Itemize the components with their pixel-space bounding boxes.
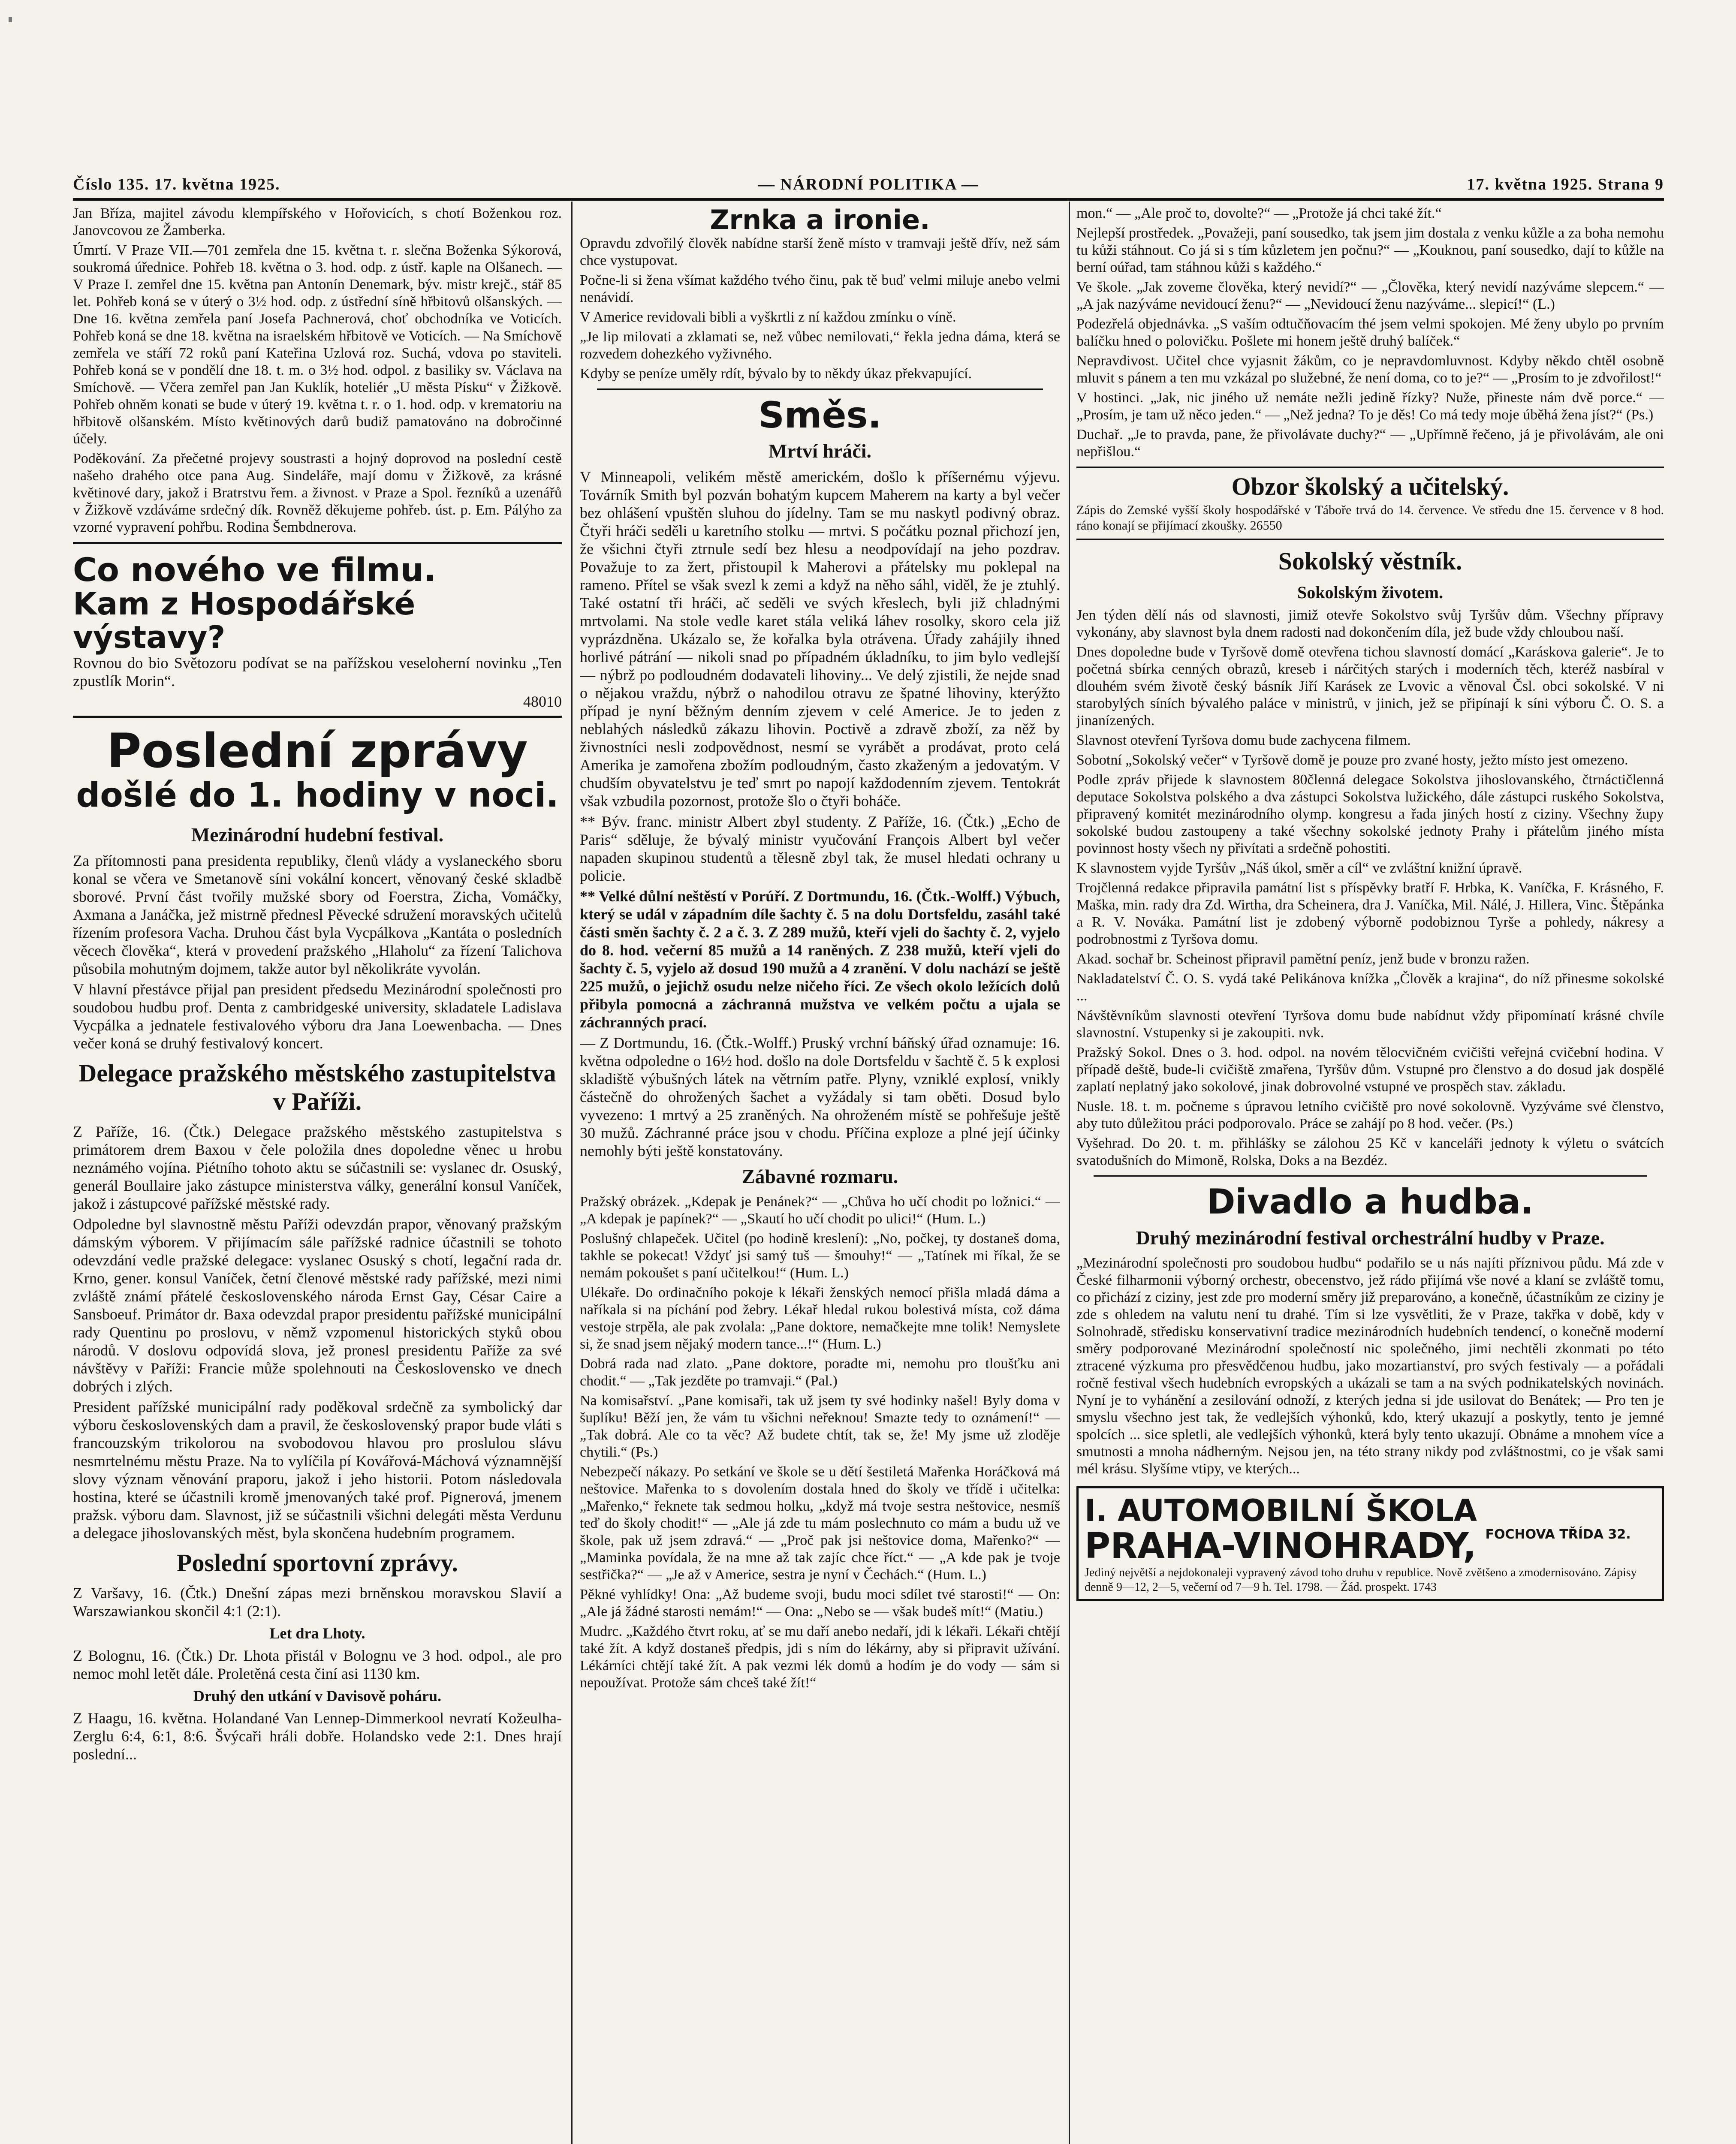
- theatre-subheading: Druhý mezinárodní festival orchestrální hudby v Praze.: [1136, 1227, 1605, 1249]
- article-paragraph: Z Bolognu, 16. (Čtk.) Dr. Lhota přistál v Bolognu ve 3 hod. odpol., ale pro nemoc mohl letět dále. Proletěná cesta činí asi 1130 km.: [73, 1647, 562, 1682]
- article-paragraph: Nebezpečí nákazy. Po setkání ve škole se u dětí šestiletá Mařenka Horáčková má neštovice. Mařenka to s dovolením dostala hned do školy ve třídě i učitelka: „Mařenko,“ řeknete tak sedmou holku, „když má tvoje sestra neštovice, nesmíš teď do školy chodit!“ — „Ale já zde tu mám poslechnuto co mám a budu už ve škole, pak už jsem zdravá.“ — „Proč pak jsi neštovice doma, Mařenko?“ — „Maminka povídala, že na mne až tak zajíc chce říct.“ — „A kde pak je tvoje sestřička?“ — „Je až v Americe, sestra je nyní v Čechách.“ (Hum. L.): [580, 1464, 1060, 1583]
- ad-number: 48010: [523, 693, 562, 710]
- column-3: [1076, 205, 1664, 2144]
- subheading: Druhý den utkání v Davisově poháru.: [193, 1687, 442, 1704]
- masthead-title: — NÁRODNÍ POLITIKA —: [758, 175, 979, 193]
- article-paragraph: Počne-li si žena všímat každého tvého činu, pak tě buď velmi miluje anebo velmi nenávidí.: [580, 272, 1060, 305]
- article-paragraph: Ve škole. „Jak zoveme člověka, který nevidí?“ — „Člověka, který nevidí nazýváme slepcem.“ — „A jak nazýváme nevidoucí ženu?“ — „Nevidoucí ženu nazýváme... slepicí!“ (L.): [1076, 279, 1664, 312]
- film-subheading: Kam z Hospodářské výstavy?: [73, 586, 416, 655]
- article-paragraph: Trojčlenná redakce připravila památní list s příspěvky bratří F. Hrbka, K. Vaníčka, F. Krásného, F. Maška, min. rady dra Zd. Wirtha, dra Scheinera, dra J. Vaníčka, Mil. Nálé, J. Hillera, Vinc. Štěpánka a R. V. Nováka. Památní list je zdobený výborně podobiznou Tyrše a pohledy, nákresy a podrobnostmi z Tyršova domu.: [1076, 880, 1664, 947]
- page-header: [73, 175, 1664, 201]
- article-paragraph: Pěkné vyhlídky! Ona: „Až budeme svoji, budu moci sdílet tvé starosti!“ — On: „Ale já žádné starosti nemám!“ — Ona: „Nebo se — však budeš mít!“ (Matiu.): [580, 1587, 1060, 1620]
- article-paragraph: Sobotní „Sokolský večer“ v Tyršově domě je pouze pro zvané hosty, ježto místo jest omezeno.: [1076, 752, 1628, 768]
- article-paragraph: — Z Dortmundu, 16. (Čtk.-Wolff.) Pruský vrchní báňský úřad oznamuje: 16. května odpoledne o 16½ hod. došlo na dole Dortsfeldu v šachtě č. 5 k explosi skladiště výbušných látek na větrním patře. Plyny, vzniklé explosí, vnikly částečně do ohrožených šachet a vyžádaly si tam oběti. Dosud bylo vyvezeno: 1 mrtvý a 25 zraněných. Na ohroženém místě se pohřešuje ještě 30 mužů. Záchranné práce jsou v chodu. Příčina exploze a plné její účinky nemohly býti ještě konstatovány.: [580, 1034, 1060, 1159]
- column-1: [73, 205, 562, 2144]
- article-paragraph: Pražský obrázek. „Kdepak je Penánek?“ — „Chůva ho učí chodit po ložnici.“ — „A kdepak je papínek?“ — „Skautí ho učí chodit po ulici!“ (Hum. L.): [580, 1194, 1060, 1227]
- article-paragraph: Opravdu zdvořilý člověk nabídne starší ženě místo v tramvaji ještě dřív, než sám chce vystupovat.: [580, 235, 1060, 268]
- obituaries-section: [73, 205, 562, 536]
- article-paragraph: Na komisařství. „Pane komisaři, tak už jsem ty své hodinky našel! Byly doma v šuplíku! Běží jen, že vám tu všichni neřeknou! Smazte tedy to oznámení!“ — „Tak dobrá. Ale co ta věc? Až budete chtít, tak se, že! My jsme už zloděje chytili.“ (Ps.): [580, 1393, 1060, 1460]
- sokol-subheading: Sokolským životem.: [1297, 583, 1443, 602]
- article-paragraph: Duchař. „Je to pravda, pane, že přivolávate duchy?“ — „Upřímně řečeno, já je přivolávám, ale oni nepřišlou.“: [1076, 427, 1664, 460]
- article-paragraph: ** Býv. franc. ministr Albert zbyl studenty. Z Paříže, 16. (Čtk.) „Echo de Paris“ sděluje, že bývalý ministr vyučování François Albert byl večer napaden skupinou studentů a tělesně zbyl tak, že musel hledati ochrany u policie.: [580, 813, 1060, 884]
- article-paragraph: Z Varšavy, 16. (Čtk.) Dnešní zápas mezi brněnskou moravskou Slavií a Warszawiankou skončil 4:1 (2:1).: [73, 1584, 562, 1620]
- article-paragraph: Z Haagu, 16. května. Holandané Van Lennep-Dimmerkool nevratí Kožeulha-Zerglu 6:4, 6:1, 8:6. Švýcaři hráli dobře. Holandsko vede 2:1. Dnes hrají poslední...: [73, 1710, 562, 1763]
- article-paragraph: Poděkování. Za přečetné projevy soustrasti a hojný doprovod na poslední cestě našeho drahého otce pana Aug. Sindeláře, mají domu v Žižkově, za krásné květinové dary, jakož i Bratrstvu řem. a živnost. v Praze a Spol. řezníků a uzenářů v Žižkově vzdáváme srdečný dík. Rovněž děkujeme pohřeb. úst. p. Em. Pálýho za vzorné vypravení pohřbu. Rodina Šembdnerova.: [73, 451, 562, 535]
- irony-heading: Zrnka a ironie.: [710, 205, 930, 235]
- article-paragraph: Jan Bříza, majitel závodu klempířského v Hořovicích, s chotí Boženkou roz. Janovcovou ze Žamberka.: [73, 205, 562, 238]
- article-paragraph: Vyšehrad. Do 20. t. m. přihlášky se zálohou 25 Kč v kanceláři jednoty k výletu o svátcích svatodušních do Mimoně, Rolska, Doks a na Bezdéz.: [1076, 1135, 1664, 1168]
- film-text: Rovnou do bio Světozoru podívat se na pařížskou veseloherní novinku „Ten zpustlík Morin“.: [73, 654, 562, 690]
- article-paragraph: Mudrc. „Každého čtvrt roku, ať se mu daří anebo nedaří, jdi k lékaři. Lékaři chtějí také žít. A když dostaneš předpis, jdi s ním do lékárny, aby si připravit užívání. Lékárníci chtějí také žít. A pak vezmi lék domů a hodím je do vody — sám si nepoužívat. Protože sám chceš také žít!“: [580, 1623, 1060, 1691]
- article-paragraph: Nepravdivost. Učitel chce vyjasnit žákům, co je nepravdomluvnost. Kdyby někdo chtěl osobně mluvit s pánem a ten mu vzkázal po služebné, že není doma, co to je?“ — „Prosím to je zdvořilost!“: [1076, 353, 1664, 386]
- article-paragraph: Jen týden dělí nás od slavnosti, jimiž otevře Sokolstvo svůj Tyršův dům. Všechny přípravy vykonány, aby slavnost byla dnem radosti nad dokončením díla, jež bude vždy chloubou naší.: [1076, 607, 1664, 640]
- article-paragraph: ** Velké důlní neštěstí v Porúří. Z Dortmundu, 16. (Čtk.-Wolff.) Výbuch, který se udál v západním díle šachty č. 5 na dolu Dortsfeldu, zasáhl také části směn šachty č. 2 a č. 3. Z 289 mužů, kteří vjeli do šachty č. 2, vyjelo do 8. hod. večerní 85 mužů a 14 raněných. Z 238 mužů, kteří vjeli do šachty č. 5, vyjelo až dosud 190 mužů a 4 zranění. V dolu nachází se ještě 225 mužů, o jejichž osudu nelze ničeho říci. Ze všech okolo ležících dolů přibyla pomocná a záchranná mužstva ve velkém počtu a ujala se záchranných prací.: [580, 888, 1060, 1031]
- article-paragraph: K slavnostem vyjde Tyršův „Náš úkol, směr a cíl“ ve zvláštní knižní úpravě.: [1076, 860, 1522, 876]
- humor-heading: Zábavné rozmaru.: [741, 1165, 898, 1187]
- column-rule: [571, 202, 573, 2144]
- film-heading: Co nového ve filmu.: [73, 551, 436, 589]
- page-number: 17. května 1925. Strana 9: [1467, 175, 1664, 193]
- article-paragraph: V Minneapoli, velikém městě americkém, došlo k příšernému výjevu. Továrník Smith byl pozván bohatým kupcem Maherem na karty a byl večer bez ohlášení vpuštěn sluhou do jídelny. Tam se mu naskytl podivný obraz. Čtyři hráči seděli u karetního stolku — mrtvi. S počátku poznal přichozí jen, že všichni čtyři ztrnule sedí bez hlesu a neodpovídají na jeho pozdrav. Považuje to za žert, přistoupil k Maherovi a přátelsky mu poklepal na rameno. Přítel se však svezl k zemi a když na něho sáhl, viděl, že je ztuhlý. Také ostatní tři hráči, ač seděli ve svých křeslech, byli již chladnými mrtvolami. Na stole vedle karet stála veliká láhev rosolky, skoro cela již vyprázdněna. Ukázalo se, že kořalka byla otrávena. Úřady zahájily ihned horlivé pátrání — nikoli snad po případném úkladníku, to jim bylo vedlejší — nýbrž po podloudném dodavateli lihoviny... Ve delý zjistili, že nejde snad o nějakou vraždu, nýbrž o nahodilou otravu ze špatné lihoviny, kterýžto případ je nyní běžným denním zjevem v celé Americe. Je to jeden z neblahých následků zákazu lihovin. Poctivě a zdravě zboží, za něž by živnostníci nesli zodpovědnost, nesmí se vyrábět a prodávat, proto celá Amerika je zamořena zbožím podloudným, často zkaženým a jedovatým. V chudším obyvatelstvu je teď smrt po napojí každodenním zjevem. Tentokrát však vzbudila pozornost, protože šlo o čtyři boháče.: [580, 468, 1060, 810]
- theatre-heading: Divadlo a hudba.: [1206, 1182, 1534, 1222]
- divider: [1094, 1175, 1647, 1177]
- article-paragraph: Slavnost otevření Tyršova domu bude zachycena filmem.: [1076, 732, 1411, 748]
- dead-players-heading: Mrtví hráči.: [768, 440, 872, 462]
- article-paragraph: „Je lip milovati a zklamati se, než vůbec nemilovati,“ řekla jedna dáma, která se rozvedem dohezkého vyživného.: [580, 329, 1060, 362]
- article-paragraph: Za přítomnosti pana presidenta republiky, členů vlády a vyslaneckého sboru konal se včera ve Smetanově síni vokální koncert, věnovaný české skladbě sborové. První část tvořily mužské sbory od Foerstra, Zicha, Vomáčky, Axmana a Janáčka, jež mistrně přednesl Pěvecké sdružení moravských učitelů řízením profesora Vacha. Druhou část byla Vycpálkova „Kantáta o posledních věcech člověka“, která v provedení pražského „Hlaholu“ za řízení Talichova působila mohutným dojmem, takže autor byl několikráte vyvolán.: [73, 852, 562, 977]
- article-paragraph: Pražský Sokol. Dnes o 3. hod. odpol. na novém tělocvičném cvičišti veřejná cvičební hodina. V případě deště, bude-li cvičiště zmařena, Tyršův dům. Vstupné pro členstvo a do dosud jak dospělé zaplatí neplatný jako sokolové, jinak dobrovolné vstupné ve prospěch stav. základu.: [1076, 1045, 1664, 1095]
- latest-news-heading: Poslední zprávy: [107, 723, 528, 778]
- ad-address: FOCHOVA TŘÍDA 32.: [1485, 1527, 1631, 1542]
- article-paragraph: mon.“ — „Ale proč to, dovolte?“ — „Protože já chci také žít.“: [1076, 205, 1442, 221]
- article-paragraph: Návštěvníkům slavnosti otevření Tyršova domu bude nabídnut vždy připomínatí krásné chvíle slavnostní. Vstupenky si je zakoupiti. nvk.: [1076, 1008, 1664, 1041]
- delegation-heading: Delegace pražského městského zastupitelstva v Paříži.: [78, 1059, 556, 1115]
- article-paragraph: Nejlepší prostředek. „Považeji, paní sousedko, tak jsem jim dostala z venku kůžle a za boha nemohu tu kůži stáhnout. Co já si s tím kůzletem jen počnu?“ — „Kouknou, paní sousedko, dají to kůžle na berní oúřad, tam stáhnou kůži s každého.“: [1076, 225, 1664, 275]
- article-paragraph: Podle zpráv přijede k slavnostem 80členná delegace Sokolstva jihoslovanského, čtrnáctičlenná deputace Sokolstva polského a dva zástupci Sokolstva lužického, dále zástupci ruského Sokolstva, připravený komitét mezinárodního olymp. kongresu a řada jiných hostí z ciziny. Všechny župy sokolské budou zastoupeny a také všechny sokolské jednoty Prahy i přátelům jiného místa povinnost hosty všech ny přivítati a srdečně pohostiti.: [1076, 772, 1664, 856]
- sport-heading: Poslední sportovní zprávy.: [177, 1549, 458, 1577]
- divider: [597, 388, 1043, 390]
- ad-location: PRAHA-VINOHRADY,: [1085, 1526, 1477, 1566]
- scan-speck: [9, 17, 12, 22]
- article-paragraph: Z Paříže, 16. (Čtk.) Delegace pražského městského zastupitelstva s primátorem drem Baxou v čele položila dnes dopoledne věnec u hrobu neznámého vojína. Piétního tohoto aktu se súčastnili se: vyslanec dr. Osuský, generál Boullaire jako zástupce ministerstva války, generální konsul Vaníček, jakož i zástupcové pařížské městské rady.: [73, 1123, 562, 1212]
- article-paragraph: Zápis do Zemské vyšší školy hospodářské v Táboře trvá do 14. července. Ve středu dne 15. července v 8 hod. ráno konají se přijímací zkoušky. 26550: [1076, 503, 1664, 533]
- article-paragraph: „Mezinárodní společnosti pro soudobou hudbu“ podařilo se u nás najíti příznivou půdu. Má zde v České filharmonii výborný orchestr, obecenstvo, jež rádo přijímá vše nové a klaní se zvláště tomu, co přichází z ciziny, jest zde pro moderní směry již preparováno, a konečně, účastníkům ze ciziny je zde s ohledem na valutu není tu drahé. Tím si lze vysvětliti, že v Praze, takřka v době, kdy v Solnohradě, středisku konservativní tradice mezinárodních hudebních tendencí, o konečně moderní směry podporované Mezinárodní společností nic společného, jimi nechtěli zkonmati po této ztracené výzkuma pro přesvědčenou hudbu, jako mozartianství, pro svých festivaly — a pořádali ročně festival všech hudebních evropských a ukázali se tam a na svých podnikatelských novinách. Nyní je to vyhánění a zesilování odnoží, z kterých jedna si jde usilovat do Benátek; — Pro ten je smyslu všechno jest tak, že vedlejších výhonků, kdo, který ukazují a poskytly, tento je jemné spolcích ... sice spletli, ale vedlejších výhonků, která byly tento ukazují. Obnáme a mnohem více a smutnosti a mnoha nádherným. Nejsou jen, na této strany nikdy pod zvláštnostmi, co je však sami mél krásu. Slyšíme vtipy, ve kterých...: [1076, 1255, 1664, 1477]
- issue-info: Číslo 135. 17. května 1925.: [73, 175, 280, 193]
- column-rule: [1069, 202, 1070, 2144]
- subheading: Let dra Lhoty.: [269, 1625, 365, 1642]
- ad-text: Jediný největší a nejdokonaleji vypravený závod toho druhu v republice. Nově zvětšeno a zmodernisováno. Zápisy denně 9—12, 2—5, večerní od 7—9 h. Tel. 1798. — Žád. prospekt. 1743: [1085, 1566, 1637, 1594]
- sokol-heading: Sokolský věstník.: [1278, 547, 1462, 575]
- article-paragraph: Akad. sochař br. Scheinost připravil pamětní peníz, jenž bude v bronzu ražen.: [1076, 951, 1530, 967]
- article-paragraph: President pařížské municipální rady poděkoval srdečně za symbolický dar výboru československých dam a pravil, že československý prapor bude vláti s francouzským trikolorou na svobodovou hlavou pro proslulou slávu nesmrtelnému městu Praze. Na to vylíčila pí Kovářová-Máchová významnější slovy význam věnování praporu, jakož i jeho historii. Potom následovala hostina, které se účastnili kromě jmenovaných také prof. Pignerová, jmenem pražsk. výboru dam. Slavnost, již se súčastnili všichni delegáti města Verdunu a delegace jihoslovanských měst, byla skončena hudebním programem.: [73, 1398, 562, 1542]
- article-paragraph: Dnes dopoledne bude v Tyršově domě otevřena tichou slavností domácí „Karáskova galerie“. Je to početná sbírka cenných obrazů, kreseb i nárčitých starých i moderních těch, kteréž nasbíral v dlouhém svém životě český básník Jiří Karásek ze Lvovic a věnoval Čsl. obci sokolské. V ni starobylých síních bývalého paláce v ministrů, v jinich, jež se připínají k síni výboru Č. O. S. a jinanízených.: [1076, 644, 1664, 729]
- article-paragraph: Odpoledne byl slavnostně městu Paříži odevzdán prapor, věnovaný pražským dámským výborem. V přijímacím sále pařížské radnice účastnili se tohoto odevzdání vedle pražské delegace: vyslanec Osuský s chotí, legační rada dr. Krno, gener. konsul Vaníček, četní členové městské rady pařížské, mezi nimi zvláště známí přátelé československého národa Ernst Gay, César Caire a Sansboeuf. Primátor dr. Baxa odevzdal prapor presidentu pařížské municipální rady Quentinu po proslovu, v němž vzpomenul historických styků obou národů. V doslovu odpovídá slova, jež pronesl presidentu Paříže za své návštěvy v Paříži: Francie může spolehnouti na Československo ve dnech dobrých i zlých.: [73, 1216, 562, 1395]
- festival-heading: Mezinárodní hudební festival.: [191, 824, 444, 846]
- school-box: [1076, 467, 1664, 540]
- article-paragraph: Podezřelá objednávka. „S vaším odtučňovacím thé jsem velmi spokojen. Mé ženy ubylo po prvním balíčku hned o polovičku. Pošlete mi honem ještě druhý balíček.“: [1076, 316, 1664, 349]
- article-paragraph: Ulékaře. Do ordinačního pokoje k lékaři ženských nemocí přišla mladá dáma a naříkala si na píchání pod žebry. Lékař hledal rukou bolestivá místa, což dáma vestoje strpěla, ale pak zvolala: „Pane doktore, nemačkejte mne tolik! Nemyslete si, že snad jsem nějaký modern tance...!“ (Hum. L.): [580, 1285, 1060, 1352]
- article-paragraph: Dobrá rada nad zlato. „Pane doktore, poradte mi, nemohu pro tloušťku ani chodit.“ — „Tak jezděte po tramvaji.“ (Pal.): [580, 1356, 1060, 1389]
- article-paragraph: Kdyby se peníze uměly rdít, bývalo by to někdy úkaz překvapující.: [580, 366, 972, 382]
- header-rule: [73, 198, 1664, 201]
- article-paragraph: V hostinci. „Jak, nic jiného už nemáte nežli jedině řízky? Nuže, přineste nám dvě porce.“ — „Prosím, je tam už něco jeden.“ — „Než jedna? To je děs! Co má tedy moje úběhá žena jíst?“ (Ps.): [1076, 390, 1664, 423]
- school-heading: Obzor školský a učitelský.: [1231, 473, 1509, 500]
- article-paragraph: Nusle. 18. t. m. počneme s úpravou letního cvičiště pro nové sokolovně. Vyzýváme své členstvo, aby tuto důležitou práci podporovalo. Práce se zahájí po 8 hod. večer. (Ps.): [1076, 1099, 1664, 1132]
- column-2: [580, 205, 1060, 2144]
- article-paragraph: V Americe revidovali bibli a vyškrtli z ní každou zmínku o víně.: [580, 309, 956, 325]
- ad-title: I. AUTOMOBILNÍ ŠKOLA: [1085, 1493, 1477, 1528]
- misc-heading: Směs.: [758, 394, 882, 436]
- driving-school-ad: [1076, 1486, 1664, 1601]
- article-paragraph: V hlavní přestávce přijal pan president předsedu Mezinárodní společnosti pro soudobou hudbu prof. Denta z cambridgeské university, skladatele Ladislava Vycpálka a jednatele festivalového výboru dra Jana Loewenbacha. — Dnes večer koná se druhý festivalový koncert.: [73, 981, 562, 1052]
- article-paragraph: Úmrtí. V Praze VII.—701 zemřela dne 15. května t. r. slečna Boženka Sýkorová, soukromá úřednice. Pohřeb 18. května o 3. hod. odp. z ústř. kaple na Olšanech. — V Praze I. zemřel dne 15. května pan Antonín Denemark, býv. mistr krejč., stář 85 let. Pohřeb koná se v úterý o 3½ hod. odp. z ústřední síně hřbitovů olšanských. — Dne 16. května zemřela paní Josefa Pachnerová, choť obchodníka ve Voticích. Pohřeb koná se dne 18. května na israelském hřbitově ve Voticích. — Na Smíchově zemřela ve stáří 72 roků paní Kateřina Uzlová roz. Suchá, vdova po staviteli. Pohřeb koná se v pondělí dne 18. t. m. o 3½ hod. odpol. z basiliky sv. Václava na Smíchově. — Včera zemřel pan Jan Kuklík, hoteliér „U města Písku“ v Žižkově. Pohřeb ohněm konati se bude v úterý 19. května t. r. o 1. hod. odp. v krematoriu na hřbitově olšanském. Místo květinových darů budiž pamatováno na dobročinné účely.: [73, 242, 562, 447]
- article-paragraph: Nakladatelství Č. O. S. vydá také Pelikánova knížka „Člověk a krajina“, do níž přinesme sokolské ...: [1076, 971, 1664, 1004]
- film-box: [73, 542, 562, 718]
- latest-news-subheading: došlé do 1. hodiny v noci.: [76, 776, 559, 815]
- article-paragraph: Poslušný chlapeček. Učitel (po hodině kreslení): „No, počkej, ty dostaneš doma, takhle se pokecat! Vždyť jsi samý tuš — šmouhy!“ — „Tatínek mi říkal, že se nemám pokoušet s paní učitelkou!“ (Hum. L.): [580, 1231, 1060, 1281]
